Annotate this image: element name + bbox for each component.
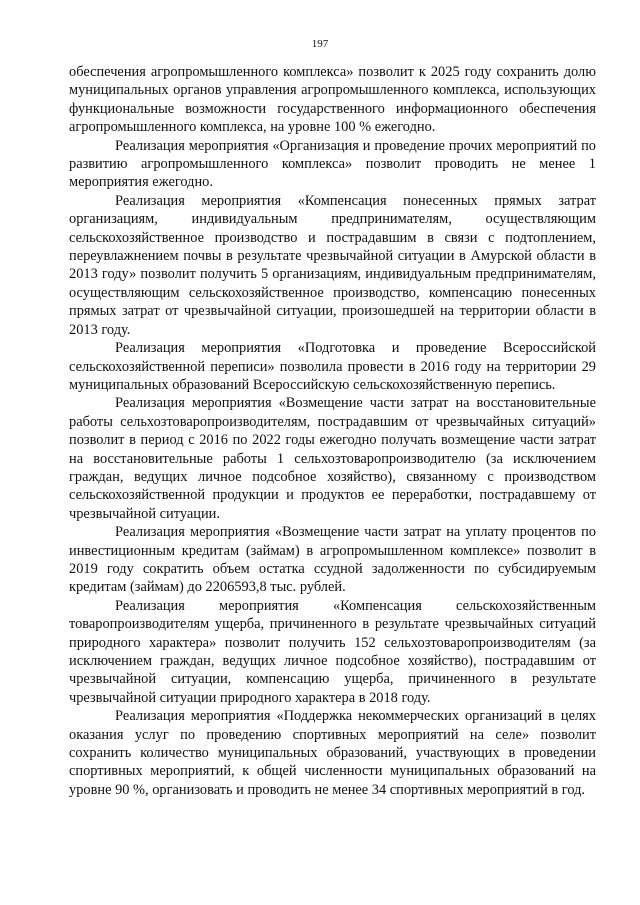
paragraph-flood-compensation: Реализация мероприятия «Компенсация понесенных прямых затрат организациям, индивидуальным предпринимателям, осуществляющим сельскохозяйственное производство и пострадавшим в связи с подтоплением, переувлажнением почвы в результате чрезвычайной ситуации в Амурской области в 2013 году» позволит получить 5 организациям, индивидуальным предпринимателям, осуществляющим сельскохозяйственное производство, компенсацию понесенных прямых затрат от чрезвычайной ситуации, произошедшей на территории области в 2013 году.: [69, 192, 596, 338]
paragraph-sports-events: Реализация мероприятия «Поддержка некоммерческих организаций в целях оказания услуг по проведению спортивных мероприятий на селе» позволит сохранить количество муниципальных образований, участвующих в проведении спортивных мероприятий, к общей численности муниципальных образований на уровне 90 %, организовать и проводить не менее 34 спортивных мероприятий в год.: [69, 708, 596, 798]
paragraph-other-events: Реализация мероприятия «Организация и проведение прочих мероприятий по развитию агропромышленного комплекса» позволит проводить не менее 1 мероприятия ежегодно.: [69, 137, 596, 191]
paragraph-agricultural-census: Реализация мероприятия «Подготовка и проведение Всероссийской сельскохозяйственной переписи» позволила провести в 2016 году на территории 29 муниципальных образований Всероссийскую сельскохозяйственную перепись.: [69, 340, 596, 393]
paragraph-continuation: обеспечения агропромышленного комплекса» позволит к 2025 году сохранить долю муниципальных органов управления агропромышленного комплекса, использующих функциональные возможности государственного информационного обеспечения агропромышленного комплекса, на уровне 100 % ежегодно.: [69, 64, 596, 136]
paragraph-restoration-costs: Реализация мероприятия «Возмещение части затрат на восстановительные работы сельхозтоваропроизводителям, пострадавшим от чрезвычайных ситуаций» позволит в период с 2016 по 2022 годы ежегодно получать возмещение части затрат на восстановительные работы 1 сельхозтоваропроизводителю (за исключением граждан, ведущих личное подсобное хозяйство), связанному с производством сельскохозяйственной продукции и продуктов ее переработки, пострадавшему от чрезвычайной ситуации.: [69, 395, 596, 522]
page-number: 197: [311, 38, 329, 50]
paragraph-investment-credits: Реализация мероприятия «Возмещение части затрат на уплату процентов по инвестиционным кредитам (займам) в агропромышленном комплексе» позволит в 2019 году сократить объем остатка ссудной задолженности по субсидируемым кредитам (займам) до 2206593,8 тыс. рублей.: [69, 524, 596, 596]
document-body: [69, 63, 596, 799]
paragraph-natural-disaster-damage: Реализация мероприятия «Компенсация сельскохозяйственным товаропроизводителям ущерба, причиненного в результате чрезвычайных ситуаций природного характера» позволит получить 152 сельхозтоваропроизводителям (за исключением граждан, ведущих личное подсобное хозяйство), пострадавшим от чрезвычайной ситуации, компенсацию ущерба, причиненного в результате чрезвычайной ситуации природного характера в 2018 году.: [69, 597, 596, 706]
